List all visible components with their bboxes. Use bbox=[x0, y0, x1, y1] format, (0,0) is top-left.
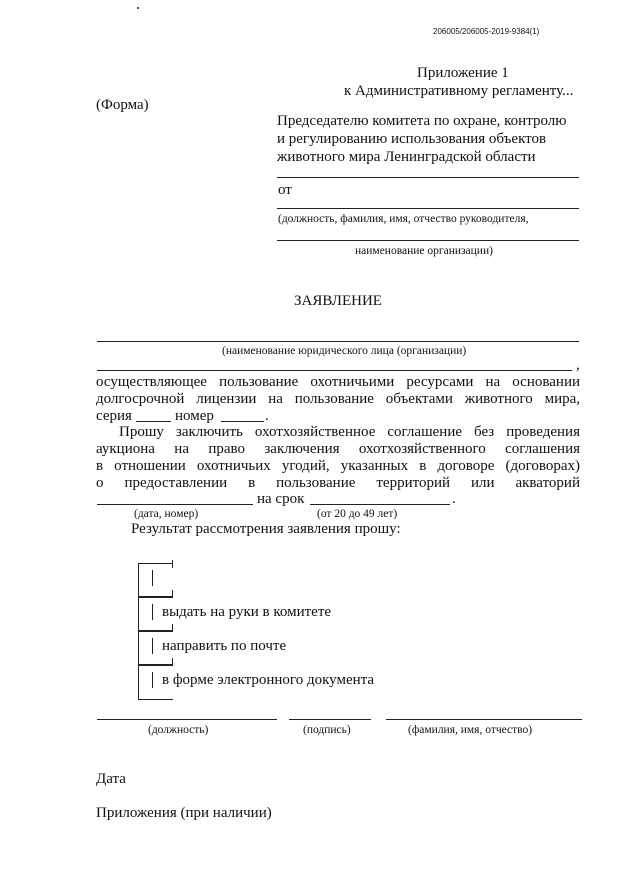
applicant-name-hint: (наименование юридического лица (организации) bbox=[222, 345, 467, 357]
position-signature-line[interactable] bbox=[97, 719, 277, 720]
number-period: . bbox=[265, 408, 269, 424]
paragraph-2-line-4: о предоставлении в пользование территорий или акваторий bbox=[96, 475, 580, 491]
option-label-hand-delivery: выдать на руки в комитете bbox=[162, 604, 332, 620]
contract-date-hint: (дата, номер) bbox=[134, 508, 199, 520]
contract-date-blank[interactable] bbox=[97, 504, 253, 505]
option-label-mail: направить по почте bbox=[162, 638, 287, 654]
attachments-label: Приложения (при наличии) bbox=[96, 805, 272, 821]
full-name-signature-line[interactable] bbox=[386, 719, 582, 720]
addressee-line-1: Председателю комитета по охране, контролю bbox=[277, 113, 567, 129]
series-label: серия bbox=[96, 408, 132, 424]
term-label: на срок bbox=[257, 491, 305, 507]
signature-line[interactable] bbox=[289, 719, 371, 720]
addressee-line-3: животного мира Ленинградской области bbox=[277, 149, 536, 165]
scan-speck bbox=[137, 7, 139, 9]
result-label: Результат рассмотрения заявления прошу: bbox=[131, 521, 401, 537]
option-label-electronic: в форме электронного документа bbox=[162, 672, 375, 688]
term-period: . bbox=[452, 491, 456, 507]
appendix-title: Приложение 1 bbox=[417, 65, 509, 81]
from-blank-line-2[interactable] bbox=[277, 240, 579, 241]
document-id: 206005/206005-2019-9384(1) bbox=[433, 27, 540, 36]
from-hint-line-1: (должность, фамилия, имя, отчество руководителя, bbox=[278, 213, 529, 225]
number-label: номер bbox=[175, 408, 214, 424]
applicant-comma: , bbox=[576, 357, 580, 373]
series-blank[interactable] bbox=[136, 421, 171, 422]
addressee-blank-line[interactable] bbox=[277, 177, 579, 178]
from-label: от bbox=[278, 182, 292, 198]
applicant-extra-line[interactable] bbox=[97, 370, 572, 371]
form-label: (Форма) bbox=[96, 97, 149, 113]
signature-hint: (подпись) bbox=[303, 724, 351, 736]
from-hint-line-2: наименование организации) bbox=[355, 245, 493, 257]
paragraph-2-line-3: в отношении охотничьих угодий, указанных в договоре (договорах) bbox=[96, 458, 580, 474]
addressee-line-2: и регулированию использования объектов bbox=[277, 131, 547, 147]
appendix-regulation: к Административному регламенту... bbox=[344, 83, 574, 99]
number-blank[interactable] bbox=[221, 421, 264, 422]
document-title: ЗАЯВЛЕНИЕ bbox=[294, 293, 382, 309]
paragraph-2-line-2: аукциона на право заключения охотхозяйственного соглашения bbox=[96, 441, 580, 457]
term-blank[interactable] bbox=[310, 504, 450, 505]
term-hint: (от 20 до 49 лет) bbox=[317, 508, 398, 520]
paragraph-1-line-1: осуществляющее пользование охотничьими ресурсами на основании bbox=[96, 374, 580, 390]
full-name-hint: (фамилия, имя, отчество) bbox=[408, 724, 533, 736]
date-label: Дата bbox=[96, 771, 126, 787]
from-blank-line[interactable] bbox=[277, 208, 579, 209]
position-hint: (должность) bbox=[148, 724, 209, 736]
paragraph-1-line-2: долгосрочной лицензии на пользование объектами животного мира, bbox=[96, 391, 580, 407]
applicant-name-line[interactable] bbox=[97, 341, 579, 342]
paragraph-2-line-1: Прошу заключить охотхозяйственное соглашение без проведения bbox=[119, 424, 580, 440]
